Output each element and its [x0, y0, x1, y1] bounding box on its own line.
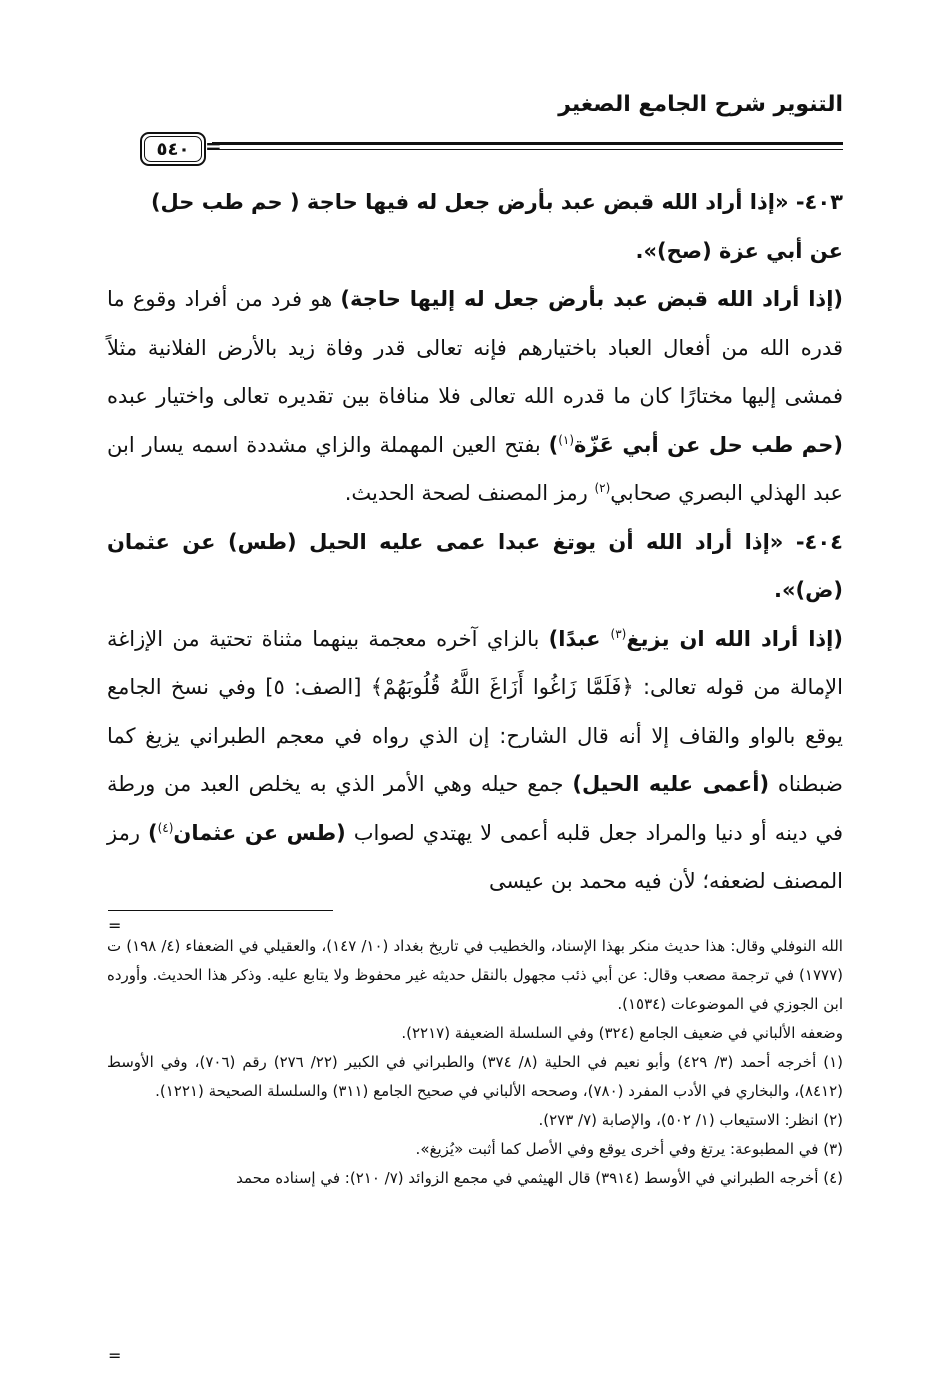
footnote-2: (٢) انظر: الاستيعاب (١/ ٥٠٢)، والإصابة (٧/ ٢٧٣).	[538, 1111, 843, 1129]
commentary-403	[107, 275, 843, 518]
source-citation-close: )	[147, 820, 158, 845]
footnote-separator	[108, 910, 333, 911]
footnote-ref-2[interactable]: (٢)	[594, 481, 611, 495]
footnotes	[107, 932, 843, 1193]
main-text	[107, 178, 843, 906]
running-header-title: التنوير شرح الجامع الصغير	[558, 92, 843, 117]
footnote-ref-3[interactable]: (٣)	[610, 626, 627, 641]
footnote-4: (٤) أخرجه الطبراني في الأوسط (٣٩١٤) قال الهيثمي في مجمع الزوائد (٧/ ٢١٠): في إسناده محمد	[236, 1169, 843, 1187]
quoted-hadith-text-end: عبدًا)	[548, 626, 611, 651]
header-continuation-mark: =	[205, 134, 222, 158]
source-citation-close: )	[548, 432, 559, 457]
commentary-text: بالزاي آخره معجمة بينهما مثناة تحتية من الإزاغة الإمالة من قوله تعالى: ﴿فَلَمَّا زَاغُوا أَزَاغَ اللَّهُ قُلُوبَهُمْ﴾ [الصف: ٥] وفي نسخ الجامع يوقع بالواو والقاف إلا أنه قال الشارح: إن الذي رواه في معجم الطبراني يزيغ كما ضبطناه	[107, 626, 844, 796]
commentary-text: هو فرد من أفراد وقوع ما قدره الله من أفعال العباد باختيارهم فإنه تعالى قدر وفاة زيد بالأرض الفلانية مثلاً فمشى إليها مختارًا كان ما قدره الله تعالى فلا منافاة بين تقديره تعالى واختيار عبده	[107, 287, 843, 408]
footnote-continuation-top: =	[108, 916, 122, 935]
commentary-text: رمز المصنف لصحة الحديث.	[344, 481, 595, 505]
hadith-403-line-2: عن أبي عزة (صح)».	[635, 238, 843, 263]
header-rule-thin	[212, 149, 843, 150]
footnote-1: (١) أخرجه أحمد (٣/ ٤٢٩) وأبو نعيم في الحلية (٨/ ٣٧٤) والطبراني في الكبير (٢٢/ ٢٧٦) رقم (٧٠٦)، وفي الأوسط (٨٤١٢)، والبخاري في الأدب المفرد (٧٨٠)، وصححه الألباني في صحيح الجامع (٣١١) والسلسلة الصحيحة (١٢٢١).	[107, 1053, 843, 1100]
quoted-hadith-text: (إذا أراد الله قبض عبد بأرض جعل له إليها حاجة)	[340, 287, 843, 311]
page-number-badge	[140, 132, 206, 166]
source-citation: (طس عن عثمان	[173, 820, 346, 845]
footnote-continuation-bottom: =	[108, 1346, 122, 1365]
commentary-text: جمع حيله وهي الأمر الذي به يخلص العبد من ورطة في دينه أو دنيا والمراد جعل قلبه أعمى لا يهتدي لصواب	[107, 772, 844, 845]
footnote-3: (٣) في المطبوعة: يرتغ وفي أخرى يوقع وفي الأصل كما أثبت «يُزيغ».	[415, 1140, 843, 1158]
hadith-403-line-1: ٤٠٣- «إذا أراد الله قبض عبد بأرض جعل له فيها حاجة ( حم طب حل)	[150, 190, 843, 214]
quoted-hadith-text: (إذا أراد الله ان يزيغ	[626, 626, 843, 651]
commentary-text: رمز المصنف لضعفه؛ لأن فيه محمد بن عيسى	[107, 820, 843, 893]
hadith-404: ٤٠٤- «إذا أراد الله أن يوتغ عبدا عمى عليه الحيل (طس) عن عثمان (ض)».	[107, 529, 843, 602]
source-citation: (حم طب حل عن أبي عَزّة	[574, 432, 843, 457]
footnote-ref-1[interactable]: (١)	[558, 432, 575, 447]
footnote-continued: الله النوفلي وقال: هذا حديث منكر بهذا الإسناد، والخطيب في تاريخ بغداد (١٠/ ١٤٧)، والعقيلي في الضعفاء (٤/ ١٩٨) ت (١٧٧٧) في ترجمة مصعب وقال: عن أبي ذئب مجهول بالنقل حديثه غير محفوظ ولا يتابع عليه. وذكر هذا الحديث. وأورده ابن الجوزي في الموضوعات (١٥٣٤).	[107, 937, 843, 1013]
header-rule-thick	[212, 142, 843, 145]
page-number: ٥٤٠	[156, 138, 190, 160]
quoted-hadith-text: (أعمى عليه الحيل)	[572, 772, 770, 796]
footnote-continued-2: وضعفه الألباني في ضعيف الجامع (٣٢٤) وفي السلسلة الضعيفة (٢٢١٧).	[401, 1024, 843, 1042]
commentary-404	[107, 615, 843, 906]
commentary-text: بفتح العين المهملة والزاي مشددة اسمه يسار ابن عبد الهذلي البصري صحابي	[107, 432, 843, 505]
footnote-ref-4[interactable]: (٤)	[157, 820, 174, 835]
